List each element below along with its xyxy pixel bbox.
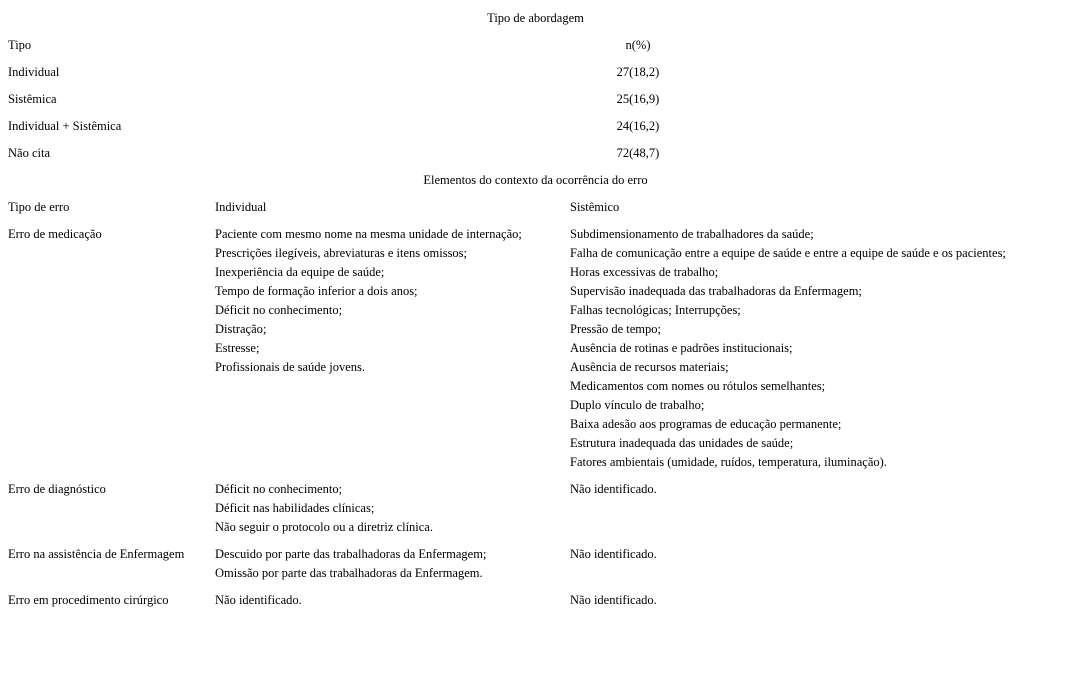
- list-item: Estresse;: [215, 341, 260, 355]
- context-row-error-type: Erro na assistência de Enfermagem: [8, 547, 185, 561]
- approach-row-n: 27(18,2): [616, 65, 660, 79]
- list-item: Omissão por parte das trabalhadoras da Enfermagem.: [215, 566, 483, 580]
- list-item: Não identificado.: [215, 593, 302, 607]
- list-item: Supervisão inadequada das trabalhadoras da Enfermagem;: [570, 284, 862, 298]
- list-item: Baixa adesão aos programas de educação permanente;: [570, 417, 842, 431]
- context-header-error-type: Tipo de erro: [8, 200, 70, 214]
- list-item: Paciente com mesmo nome na mesma unidade de internação;: [215, 227, 522, 241]
- context-row-error-type: Erro de diagnóstico: [8, 482, 106, 496]
- list-item: Falhas tecnológicas; Interrupções;: [570, 303, 741, 317]
- list-item: Horas excessivas de trabalho;: [570, 265, 719, 279]
- list-item: Não identificado.: [570, 482, 657, 496]
- list-item: Pressão de tempo;: [570, 322, 661, 336]
- context-row-systemic-list: [570, 225, 1006, 472]
- list-item: Déficit no conhecimento;: [215, 303, 343, 317]
- list-item: Déficit no conhecimento;: [215, 482, 343, 496]
- list-item: Profissionais de saúde jovens.: [215, 360, 365, 374]
- list-item: Medicamentos com nomes ou rótulos semelhantes;: [570, 379, 826, 393]
- list-item: Falha de comunicação entre a equipe de saúde e entre a equipe de saúde e os pacientes;: [570, 246, 1006, 260]
- list-item: Déficit nas habilidades clínicas;: [215, 501, 375, 515]
- context-row-individual-list: [215, 591, 302, 610]
- context-row-error-type: Erro de medicação: [8, 227, 102, 241]
- context-row-systemic-list: [570, 591, 657, 610]
- approach-header-type: Tipo: [8, 38, 32, 52]
- context-header-individual: Individual: [215, 200, 267, 214]
- approach-row-type: Individual: [8, 65, 60, 79]
- list-item: Fatores ambientais (umidade, ruídos, temperatura, iluminação).: [570, 455, 887, 469]
- approach-row-type: Não cita: [8, 146, 50, 160]
- context-row-error-type: Erro em procedimento cirúrgico: [8, 593, 169, 607]
- context-header-systemic: Sistêmico: [570, 200, 620, 214]
- approach-row-n: 72(48,7): [616, 146, 660, 160]
- list-item: Prescrições ilegíveis, abreviaturas e itens omissos;: [215, 246, 468, 260]
- list-item: Inexperiência da equipe de saúde;: [215, 265, 385, 279]
- list-item: Tempo de formação inferior a dois anos;: [215, 284, 418, 298]
- list-item: Estrutura inadequada das unidades de saúde;: [570, 436, 794, 450]
- context-row-individual-list: [215, 545, 486, 583]
- list-item: Não identificado.: [570, 547, 657, 561]
- list-item: Não identificado.: [570, 593, 657, 607]
- list-item: Descuido por parte das trabalhadoras da Enfermagem;: [215, 547, 487, 561]
- context-row-systemic-list: [570, 480, 657, 499]
- approach-row-type: Sistêmica: [8, 92, 57, 106]
- context-title: Elementos do contexto da ocorrência do erro: [423, 173, 648, 187]
- approach-row-n: 25(16,9): [616, 92, 660, 106]
- list-item: Subdimensionamento de trabalhadores da saúde;: [570, 227, 814, 241]
- list-item: Ausência de rotinas e padrões institucionais;: [570, 341, 793, 355]
- context-row-individual-list: [215, 225, 522, 377]
- approach-row-n: 24(16,2): [616, 119, 660, 133]
- list-item: Não seguir o protocolo ou a diretriz clínica.: [215, 520, 433, 534]
- list-item: Duplo vínculo de trabalho;: [570, 398, 705, 412]
- approach-row-type: Individual + Sistêmica: [8, 119, 122, 133]
- context-row-individual-list: [215, 480, 433, 537]
- list-item: Ausência de recursos materiais;: [570, 360, 729, 374]
- context-row-systemic-list: [570, 545, 657, 564]
- list-item: Distração;: [215, 322, 267, 336]
- approach-header-n: n(%): [625, 38, 651, 52]
- approach-title: Tipo de abordagem: [487, 11, 584, 25]
